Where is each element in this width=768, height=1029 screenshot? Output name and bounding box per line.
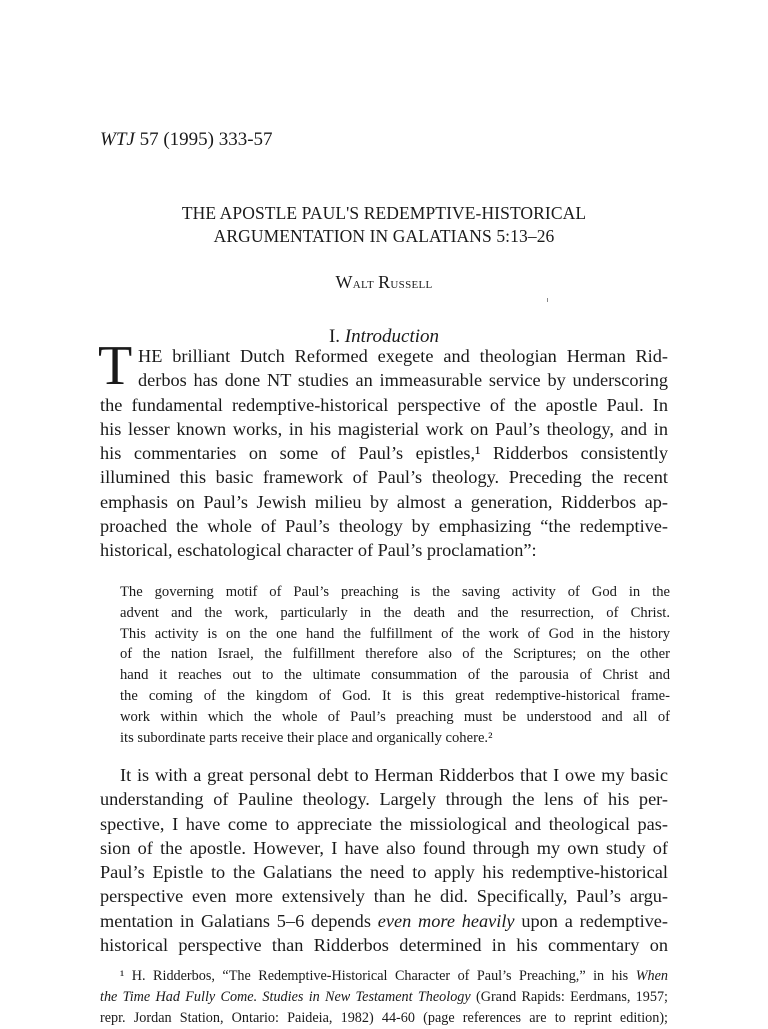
text-segment: (Grand Rapids: Eerdmans, 1957; xyxy=(470,989,668,1005)
footnote-line: repr. Jordan Station, Ontario: Paideia, 1982) 44-60 (page references are to reprint edition); xyxy=(100,1010,668,1026)
text-line: proached the whole of Paul’s theology by emphasizing “the redemptive- xyxy=(100,516,668,537)
block-quote xyxy=(120,582,670,748)
footnote-line xyxy=(100,966,668,987)
text-line: his lesser known works, in his magisterial work on Paul’s theology, and in xyxy=(100,418,668,439)
book-title: When xyxy=(635,968,668,984)
journal-abbr: WTJ xyxy=(100,129,135,150)
author-last-rest: ussell xyxy=(390,276,433,292)
text-line: It is with a great personal debt to Herman Ridderbos that I owe my basic xyxy=(120,765,668,785)
text-segment: upon a redemptive- xyxy=(514,910,668,931)
text-line: historical, eschatological character of Paul’s proclamation”: xyxy=(100,540,537,561)
text-line: understanding of Pauline theology. Largely through the lens of his per- xyxy=(100,789,668,810)
text-line: derbos has done NT studies an immeasurable service by underscoring xyxy=(138,370,668,391)
quote-line: hand it reaches out to the ultimate consummation of the parousia of Christ and xyxy=(120,667,670,684)
text-segment: H. Ridderbos, “The Redemptive-Historical Character of Paul’s Preaching,” in his xyxy=(124,968,636,984)
text-line: perspective even more extensively than he did. Specifically, Paul’s argu- xyxy=(100,886,668,907)
footnote-marker: ¹ xyxy=(120,968,125,984)
quote-line: the coming of the kingdom of God. It is this great redemptive-historical frame- xyxy=(120,687,670,704)
book-title: the Time Had Fully Come. Studies in New Testament Theology xyxy=(100,989,471,1005)
text-line: the fundamental redemptive-historical perspective of the apostle Paul. In xyxy=(100,394,668,415)
author-last-initial: R xyxy=(378,272,391,292)
footnote-line xyxy=(100,987,668,1008)
text-line: Paul’s Epistle to the Galatians the need to apply his redemptive-historical xyxy=(100,862,668,883)
text-segment: mentation in Galatians 5–6 depends xyxy=(100,910,378,931)
text-line xyxy=(100,909,668,933)
author-initial: W xyxy=(335,272,353,292)
quote-line: advent and the work, particularly in the death and the resurrection, of Christ. xyxy=(120,604,670,621)
quote-line: The governing motif of Paul’s preaching is the saving activity of God in the xyxy=(120,584,670,600)
text-line: historical perspective than Ridderbos determined in his commentary on xyxy=(100,935,668,956)
text-line: HE brilliant Dutch Reformed exegete and theologian Herman Rid- xyxy=(138,346,668,366)
text-line: illumined this basic framework of Paul’s theology. Preceding the recent xyxy=(100,467,668,488)
author-first-rest: alt xyxy=(352,276,375,292)
paragraph-1 xyxy=(100,344,668,563)
text-line: spective, I have come to appreciate the missiological and theological pas- xyxy=(100,813,668,834)
article-title-line1: THE APOSTLE PAUL'S REDEMPTIVE-HISTORICAL xyxy=(181,203,587,223)
emphasis: even more heavily xyxy=(377,910,515,931)
citation: 57 (1995) 333-57 xyxy=(139,129,273,150)
footnote-1 xyxy=(100,966,668,1029)
drop-cap: T xyxy=(98,335,133,397)
text-line: emphasis on Paul’s Jewish milieu by almost a generation, Ridderbos ap- xyxy=(100,491,668,512)
section-number: I. xyxy=(328,326,341,347)
quote-line: its subordinate parts receive their place and organically cohere.² xyxy=(120,729,493,746)
scan-speck xyxy=(547,298,548,302)
quote-line: work within which the whole of Paul’s preaching must be understood and all of xyxy=(120,708,670,725)
quote-line: of the nation Israel, the fulfillment therefore also of the Scriptures; on the other xyxy=(120,646,670,663)
section-title: Introduction xyxy=(344,326,440,347)
article-title-line2: ARGUMENTATION IN GALATIANS 5:13–26 xyxy=(213,226,555,246)
quote-line: This activity is on the one hand the fulfillment of the work of God in the history xyxy=(120,625,670,642)
author-name xyxy=(0,272,768,293)
text-line: sion of the apostle. However, I have also found through my own study of xyxy=(100,837,668,858)
journal-citation xyxy=(100,129,273,151)
text-line: his commentaries on some of Paul’s epistles,¹ Ridderbos consistently xyxy=(100,443,668,464)
paragraph-2 xyxy=(100,763,668,957)
